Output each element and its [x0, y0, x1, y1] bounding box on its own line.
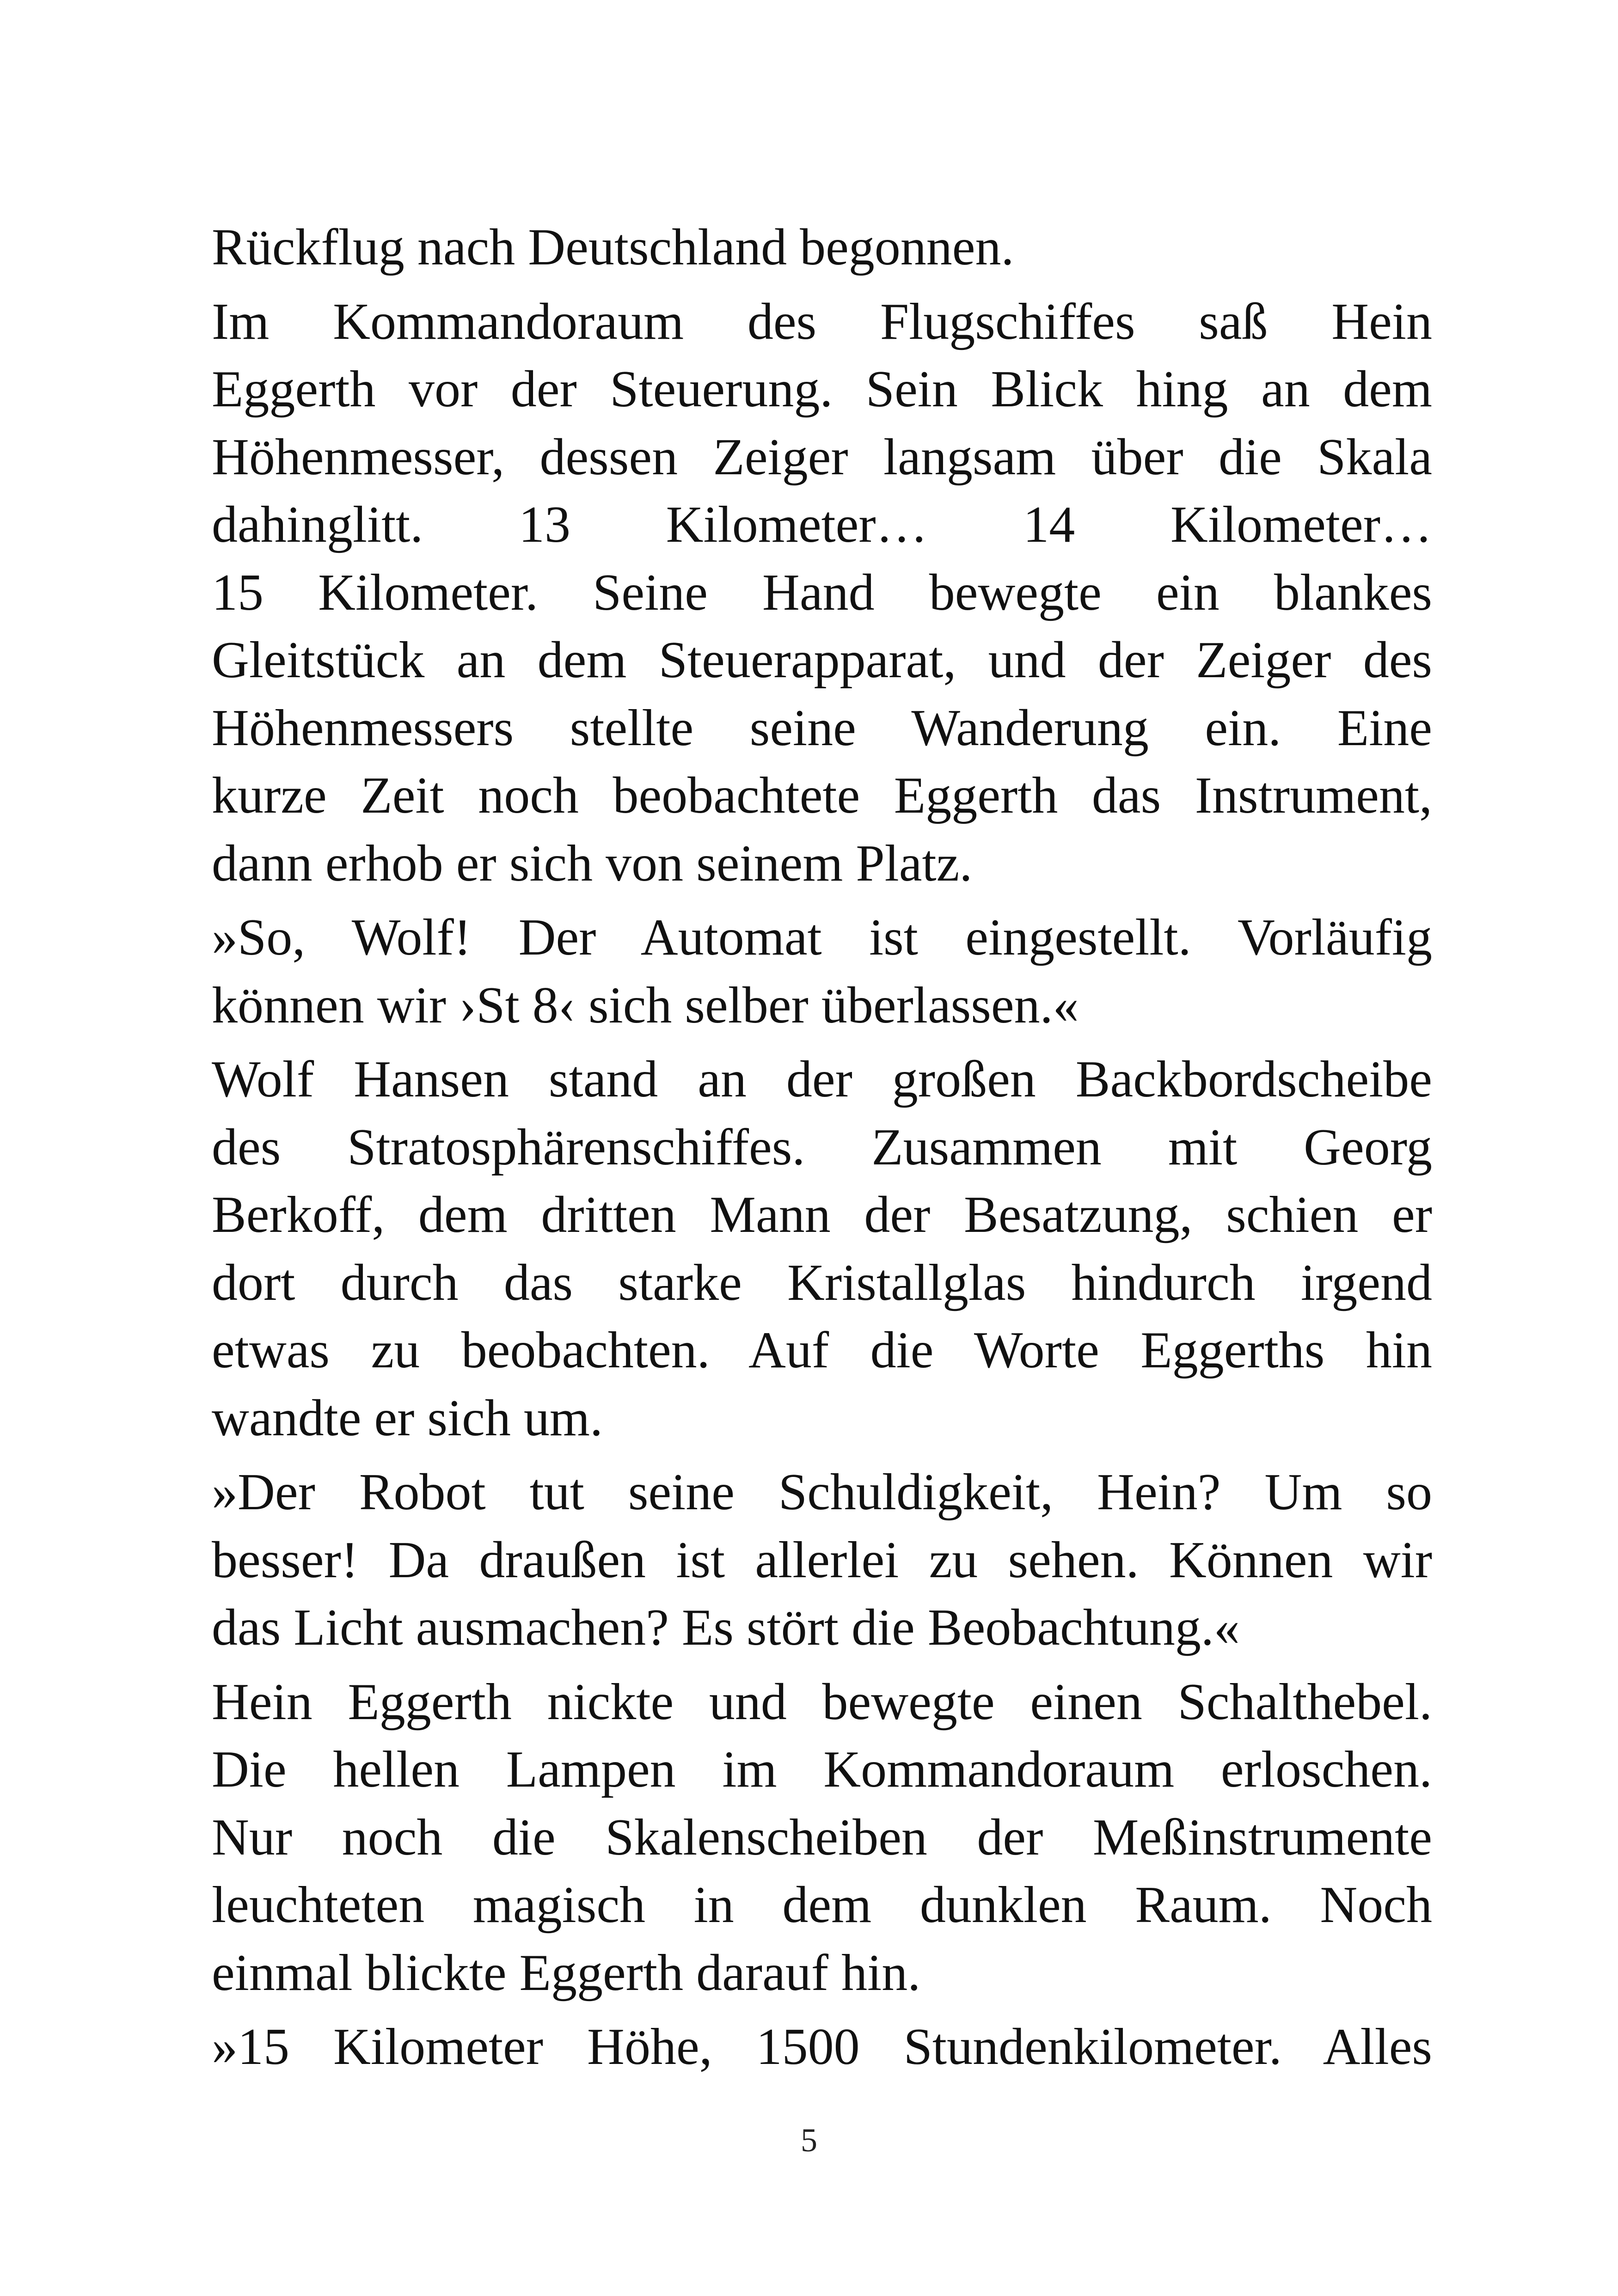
text-line: kurze Zeit noch beobachtete Eggerth das Instrument, [212, 767, 1432, 824]
text-line: besser! Da draußen ist allerlei zu sehen. Können wir [212, 1531, 1432, 1589]
text-line: »So, Wolf! Der Automat ist eingestellt. Vorläufig [212, 909, 1432, 966]
text-line: des Stratosphärenschiffes. Zusammen mit Georg [212, 1118, 1432, 1176]
text-line: Eggerth vor der Steuerung. Sein Blick hing an dem [212, 361, 1432, 418]
page-body-text [212, 214, 1432, 2081]
text-line: »15 Kilometer Höhe, 1500 Stundenkilometer. Alles [212, 2018, 1432, 2076]
text-line: Rückflug nach Deutschland begonnen. [212, 219, 1014, 276]
text-line: Gleitstück an dem Steuerapparat, und der Zeiger des [212, 631, 1432, 689]
text-line: Nur noch die Skalenscheiben der Meßinstrumente [212, 1808, 1432, 1866]
text-line: können wir ›St 8‹ sich selber überlassen.« [212, 976, 1079, 1034]
page-number: 5 [801, 2122, 817, 2159]
text-line: wandte er sich um. [212, 1389, 603, 1447]
text-line: Die hellen Lampen im Kommandoraum erloschen. [212, 1741, 1432, 1798]
text-line: etwas zu beobachten. Auf die Worte Eggerths hin [212, 1322, 1432, 1379]
text-line: Höhenmessers stellte seine Wanderung ein. Eine [212, 699, 1432, 757]
text-line: das Licht ausmachen? Es stört die Beobachtung.« [212, 1599, 1240, 1656]
text-line: dann erhob er sich von seinem Platz. [212, 834, 973, 892]
text-line: 15 Kilometer. Seine Hand bewegte ein blankes [212, 563, 1432, 621]
text-line: dort durch das starke Kristallglas hindurch irgend [212, 1254, 1432, 1311]
text-line: Höhenmesser, dessen Zeiger langsam über die Skala [212, 428, 1432, 486]
text-line: Wolf Hansen stand an der großen Backbordscheibe [212, 1051, 1432, 1108]
text-line: leuchteten magisch in dem dunklen Raum. Noch [212, 1876, 1432, 1934]
text-line: Im Kommandoraum des Flugschiffes saß Hein [212, 293, 1432, 350]
text-line: einmal blickte Eggerth darauf hin. [212, 1944, 921, 2002]
text-line: Berkoff, dem dritten Mann der Besatzung, schien er [212, 1186, 1432, 1243]
text-line: »Der Robot tut seine Schuldigkeit, Hein? Um so [212, 1463, 1432, 1521]
text-line: Hein Eggerth nickte und bewegte einen Schalthebel. [212, 1673, 1432, 1731]
text-line: dahinglitt. 13 Kilometer… 14 Kilometer… [212, 496, 1432, 553]
